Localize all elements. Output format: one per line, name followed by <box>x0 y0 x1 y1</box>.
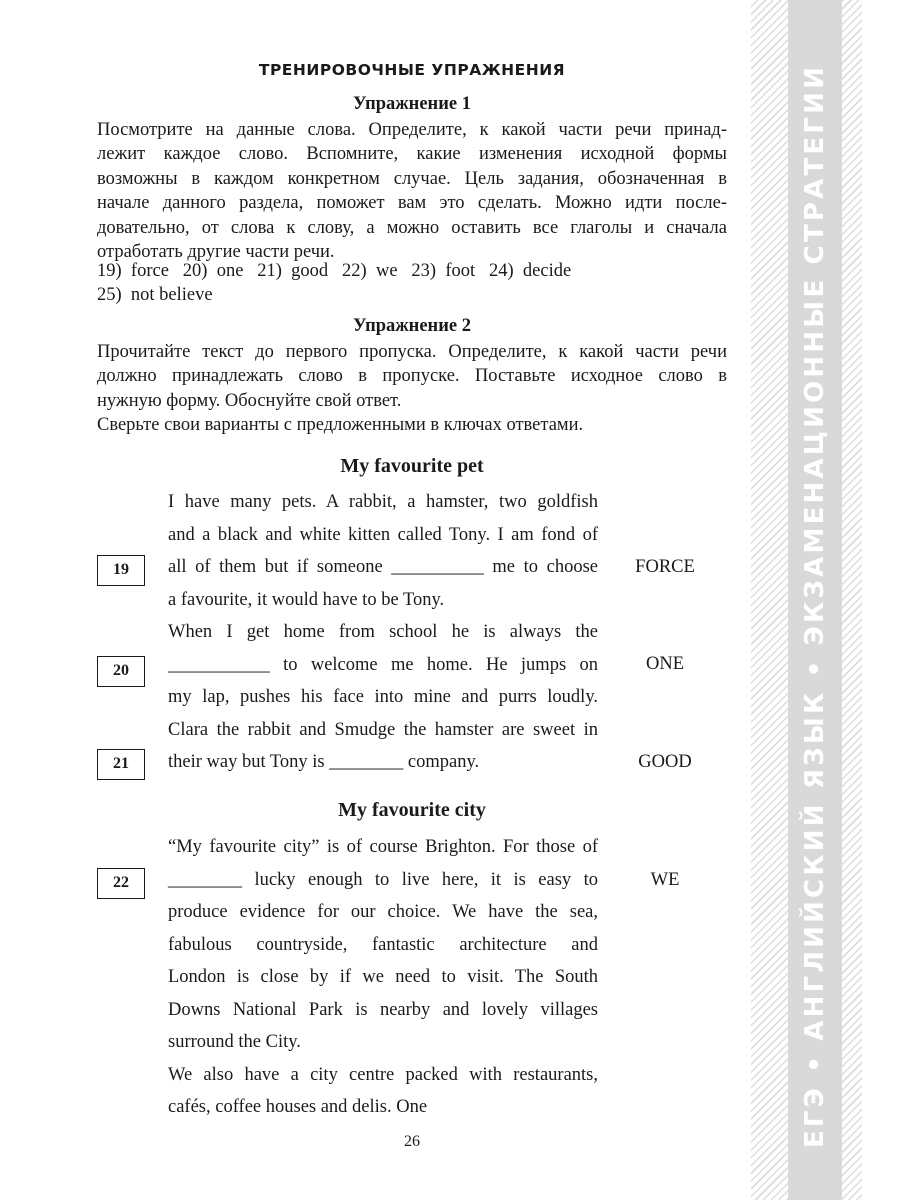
story-line: all of them but if someone __________ me to choose <box>168 557 598 577</box>
story-line: ________ lucky enough to live here, it is easy to <box>168 869 598 890</box>
story-line: “My favourite city” is of course Brighton. For those of <box>168 837 598 857</box>
story-line: ___________ to welcome me home. He jumps on <box>168 654 598 675</box>
task-number-19: 19 <box>97 555 145 586</box>
exercise-1-line: возможны в каждом конкретном случае. Цель задания, обозначенная в <box>97 168 727 189</box>
task-number-20: 20 <box>97 656 145 687</box>
story-line: surround the City. <box>168 1032 301 1052</box>
exercise-1-line: отработать другие части речи. <box>97 242 335 263</box>
exercise-2-title: Упражнение 2 <box>353 316 471 336</box>
exercise-1-word-list <box>97 259 727 308</box>
exercise-2-line: Прочитайте текст до первого пропуска. Определите, к какой части речи <box>97 342 727 362</box>
story-line: their way but Tony is ________ company. <box>168 752 480 772</box>
story-line: We also have a city centre packed with restaurants, <box>168 1064 598 1085</box>
section-title: ТРЕНИРОВОЧНЫЕ УПРАЖНЕНИЯ <box>258 61 566 79</box>
story-line: I have many pets. A rabbit, a hamster, two goldfish <box>168 492 598 512</box>
story-line: Downs National Park is nearby and lovely villages <box>168 999 598 1020</box>
story-line: cafés, coffee houses and delis. One <box>168 1097 428 1117</box>
keyword-22: WE <box>650 870 680 890</box>
story-line: When I get home from school he is always the <box>168 622 598 642</box>
side-series-label-text: ЕГЭ • АНГЛИЙСКИЙ ЯЗЫК • ЭКЗАМЕНАЦИОННЫЕ СТРАТЕГИИ <box>800 63 830 1149</box>
exercise-1-title: Упражнение 1 <box>353 94 471 114</box>
story-line: London is close by if we need to visit. The South <box>168 967 598 987</box>
keyword-20: ONE <box>645 654 685 674</box>
story-line: fabulous countryside, fantastic architecture and <box>168 934 598 955</box>
exercise-1-line: довательно, от слова к слову, а можно оставить все глаголы и сначала <box>97 217 727 238</box>
story-line: my lap, pushes his face into mine and purrs loudly. <box>168 687 598 707</box>
story-line: produce evidence for our choice. We have the sea, <box>168 902 598 922</box>
word-list-line: 19) force 20) one 21) good 22) we 23) foot 24) decide <box>97 261 572 281</box>
exercise-2-line: Сверьте свои варианты с предложенными в ключах ответами. <box>97 415 584 436</box>
story-line: Clara the rabbit and Smudge the hamster are sweet in <box>168 719 598 740</box>
task-number-22: 22 <box>97 868 145 899</box>
story-line: a favourite, it would have to be Tony. <box>168 589 445 610</box>
exercise-2-instructions <box>97 340 727 438</box>
exercise-1-line: лежит каждое слово. Вспомните, какие изменения исходной формы <box>97 144 727 165</box>
page-number: 26 <box>404 1133 420 1150</box>
keyword-19: FORCE <box>635 557 695 577</box>
side-series-label <box>788 0 842 1200</box>
story-1-text <box>168 486 598 779</box>
exercise-2-line: должно принадлежать слово в пропуске. Поставьте исходное слово в <box>97 366 727 387</box>
story-line: and a black and white kitten called Tony. I am fond of <box>168 524 598 545</box>
keyword-21: GOOD <box>638 752 692 772</box>
story-2-text <box>168 831 598 1124</box>
exercise-2-line: нужную форму. Обоснуйте свой ответ. <box>97 390 402 411</box>
story-2-title: My favourite city <box>338 799 486 821</box>
story-1-title: My favourite pet <box>340 455 484 477</box>
exercise-1-instructions <box>97 118 727 264</box>
exercise-1-line: Посмотрите на данные слова. Определите, к какой части речи принад- <box>97 120 727 140</box>
exercise-1-line: начале данного раздела, поможет вам это сделать. Можно идти после- <box>97 193 727 214</box>
task-number-21: 21 <box>97 749 145 780</box>
word-list-line: 25) not believe <box>97 285 213 306</box>
